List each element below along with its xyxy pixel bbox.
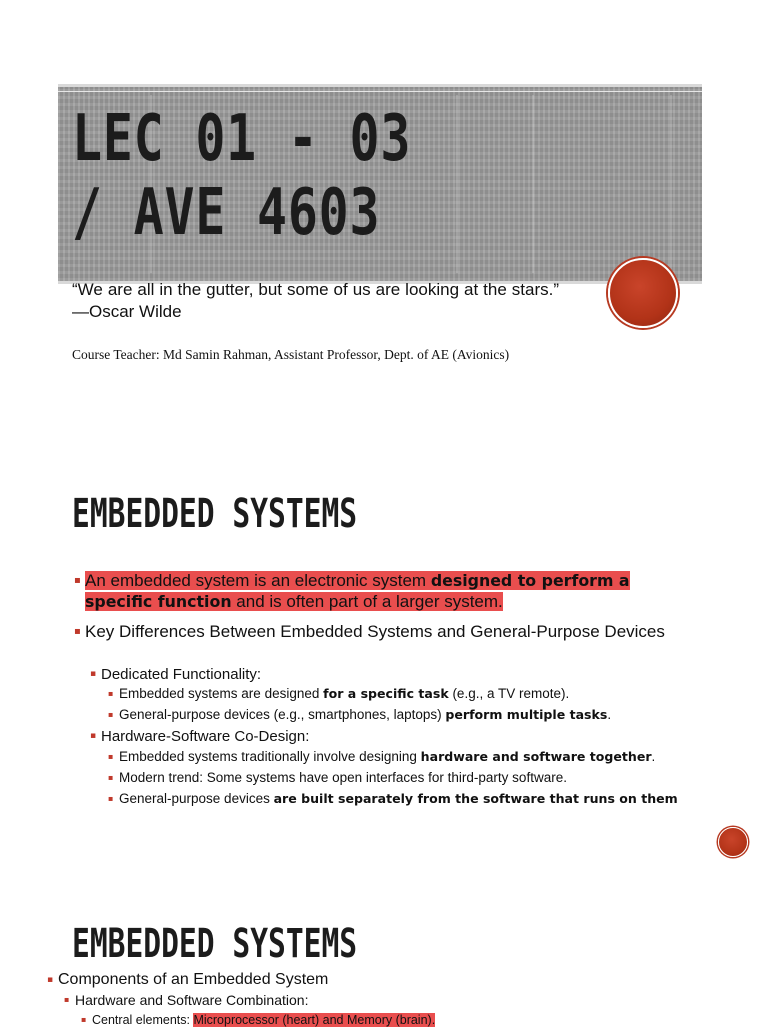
text: Hardware-Software Co-Design: bbox=[101, 728, 310, 745]
slide-title: EMBEDDED SYSTEMS bbox=[72, 921, 358, 967]
text: . bbox=[607, 707, 612, 722]
text: Hardware and Software Combination: bbox=[75, 992, 309, 1008]
text: Embedded systems traditionally involve designing bbox=[119, 749, 421, 764]
sub-bullet-codesign bbox=[90, 727, 310, 746]
sub-sub-bullet bbox=[108, 706, 612, 724]
band-texture bbox=[532, 95, 534, 273]
quote: “We are all in the gutter, but some of us are looking at the stars.” —Oscar Wilde bbox=[72, 280, 559, 321]
text-bold: hardware and software together bbox=[420, 749, 652, 764]
text-bold: for a specific task bbox=[323, 686, 449, 701]
decorative-circle-icon bbox=[608, 258, 678, 328]
bullet-marker: ▪ bbox=[90, 669, 97, 679]
sub-sub-bullet bbox=[81, 1011, 436, 1029]
text: General-purpose devices (e.g., smartphones, laptops) bbox=[119, 707, 446, 722]
bullet-marker: ▪ bbox=[74, 575, 81, 586]
sub-bullet-hw-sw bbox=[64, 991, 309, 1009]
bullet-marker: ▪ bbox=[108, 773, 114, 782]
bullet-marker: ▪ bbox=[74, 626, 81, 637]
sub-bullet-dedicated bbox=[90, 665, 262, 684]
sub-sub-bullet bbox=[108, 685, 570, 703]
text: Central elements: bbox=[92, 1013, 194, 1027]
embedded-systems-slide-1 bbox=[0, 430, 768, 870]
text: General-purpose devices bbox=[119, 791, 274, 806]
text: Key Differences Between Embedded Systems and General-Purpose Devices bbox=[85, 622, 665, 641]
sub-sub-bullet bbox=[108, 769, 567, 787]
band-texture bbox=[670, 95, 672, 273]
text: Dedicated Functionality: bbox=[101, 666, 262, 683]
definition-text bbox=[85, 571, 630, 611]
text-bold: perform multiple tasks bbox=[445, 707, 608, 722]
text: (e.g., a TV remote). bbox=[448, 686, 570, 701]
bullet-marker: ▪ bbox=[90, 731, 97, 741]
title-slide bbox=[0, 0, 768, 420]
bullet-marker: ▪ bbox=[47, 975, 54, 985]
highlighted-text: Microprocessor (heart) and Memory (brain). bbox=[193, 1013, 436, 1027]
text-bold: are built separately from the software that runs on them bbox=[273, 791, 678, 806]
bullet-marker: ▪ bbox=[108, 689, 114, 698]
text-bold: designed to perform a specific function bbox=[85, 571, 630, 611]
title-line-1: LEC 01 - 03 bbox=[72, 102, 412, 176]
bullet-key-differences bbox=[74, 621, 697, 642]
sub-sub-bullet bbox=[108, 748, 656, 766]
lecture-title bbox=[72, 102, 411, 250]
bullet-marker: ▪ bbox=[64, 995, 70, 1004]
decorative-circle-icon bbox=[718, 827, 748, 857]
bullet-marker: ▪ bbox=[108, 794, 114, 803]
text: An embedded system is an electronic system bbox=[85, 571, 431, 590]
sub-sub-bullet bbox=[108, 790, 678, 808]
text: Components of an Embedded System bbox=[58, 971, 329, 988]
bullet-components bbox=[47, 970, 329, 990]
course-teacher: Course Teacher: Md Samin Rahman, Assistant Professor, Dept. of AE (Avionics) bbox=[72, 347, 510, 362]
bullet-marker: ▪ bbox=[108, 710, 114, 719]
text: Modern trend: Some systems have open interfaces for third-party software. bbox=[119, 770, 567, 785]
text: Embedded systems are designed bbox=[119, 686, 324, 701]
embedded-systems-slide-2 bbox=[0, 880, 768, 1027]
title-line-2: / AVE 4603 bbox=[72, 176, 381, 250]
slide-title: EMBEDDED SYSTEMS bbox=[72, 491, 358, 537]
bullet-marker: ▪ bbox=[81, 1015, 87, 1024]
text: and is often part of a larger system. bbox=[231, 592, 503, 611]
text: . bbox=[651, 749, 656, 764]
bullet-marker: ▪ bbox=[108, 752, 114, 761]
bullet-definition bbox=[74, 570, 697, 612]
band-texture bbox=[456, 95, 458, 273]
